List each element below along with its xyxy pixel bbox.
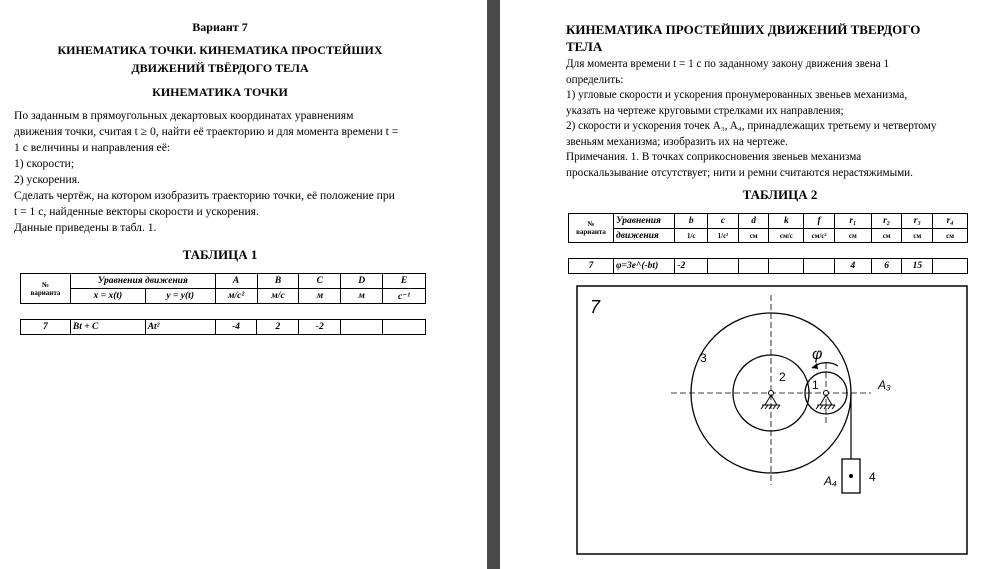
main-heading-line-1: КИНЕМАТИКА ТОЧКИ. КИНЕМАТИКА ПРОСТЕЙШИХ — [57, 43, 383, 57]
task-line: звеньям механизма; изобразить их на чертеже. — [566, 135, 788, 148]
left-page — [0, 0, 487, 569]
table-cell: Bt + C — [70, 320, 145, 335]
col-unit: см — [834, 229, 871, 243]
table-cell: 6 — [871, 259, 902, 274]
col-header: d — [738, 214, 769, 229]
table-cell — [933, 259, 968, 274]
main-heading-line-2: ДВИЖЕНИЙ ТВЁРДОГО ТЕЛА — [131, 61, 309, 75]
x-header: x = x(t) — [70, 289, 145, 304]
table2-header — [568, 213, 968, 243]
table-cell: -4 — [215, 320, 257, 335]
page-gutter — [487, 0, 500, 569]
task-line: указать на чертеже круговыми стрелками их направления; — [566, 104, 844, 117]
col-header: A — [215, 274, 257, 289]
equations-header: Уравнения движения — [70, 274, 215, 289]
point-a4 — [849, 474, 853, 478]
task-line: 1) угловые скорости и ускорения пронумерованных звеньев механизма, — [566, 89, 908, 101]
task-line: По заданным в прямоугольных декартовых координатах уравнениям — [14, 109, 354, 122]
table2-row — [568, 258, 968, 274]
col-header: c — [708, 214, 739, 229]
table-cell: 7 — [569, 259, 614, 274]
task-line: Примечания. 1. В точках соприкосновения звеньев механизма — [566, 151, 862, 163]
phi-arrowhead — [812, 363, 818, 369]
right-heading-line-2: ТЕЛА — [566, 39, 603, 54]
col-unit: 1/c² — [708, 229, 739, 243]
equations-header: движения — [614, 229, 675, 243]
col-header: r₁ — [834, 214, 871, 229]
right-page — [500, 0, 1000, 569]
task-line: 2) скорости и ускорения точек A₃, A₄, принадлежащих третьему и четвертому — [566, 120, 937, 132]
label-wheel-3: 3 — [700, 351, 707, 365]
table-cell: 7 — [21, 320, 71, 335]
table-cell: φ=3e^(-bt) — [614, 259, 675, 274]
right-heading-line-1: КИНЕМАТИКА ПРОСТЕЙШИХ ДВИЖЕНИЙ ТВЕРДОГО — [566, 22, 921, 37]
label-a3: A₃ — [878, 378, 891, 392]
col-unit: м — [341, 289, 383, 304]
mechanism-figure — [576, 285, 968, 555]
label-wheel-2: 2 — [779, 370, 786, 384]
col-header: r₄ — [933, 214, 968, 229]
col-unit: м/с — [257, 289, 299, 304]
label-load-4: 4 — [869, 470, 876, 484]
task-paragraph — [14, 108, 398, 236]
right-task-paragraph — [566, 57, 936, 181]
col-unit: см/с² — [804, 229, 835, 243]
task-line: t = 1 с, найденные векторы скорости и ускорения. — [14, 205, 259, 218]
table-cell: 4 — [834, 259, 871, 274]
table1-header — [20, 273, 426, 304]
task-line: 2) ускорения. — [14, 173, 80, 186]
col-unit: м/с² — [215, 289, 257, 304]
col-header: C — [299, 274, 341, 289]
task-line: проскальзывание отсутствует; нити и ремни считаются нерастяжимыми. — [566, 166, 913, 179]
table-cell — [341, 320, 383, 335]
table1-row — [20, 319, 426, 335]
col-unit: см — [902, 229, 933, 243]
task-line: движения точки, считая t ≥ 0, найти её траекторию и для момента времени t = — [14, 125, 399, 138]
table-cell — [383, 320, 426, 335]
col-header: D — [341, 274, 383, 289]
variant-title: Вариант 7 — [192, 20, 248, 34]
col-unit: см — [738, 229, 769, 243]
col-unit: см — [871, 229, 902, 243]
equations-header: Уравнения — [614, 214, 675, 229]
task-line: определить: — [566, 73, 624, 86]
figure-frame — [577, 286, 967, 554]
label-wheel-1: 1 — [812, 378, 819, 392]
col-header: B — [257, 274, 299, 289]
y-header: y = y(t) — [145, 289, 215, 304]
table1-title: ТАБЛИЦА 1 — [182, 247, 258, 262]
table-cell: At² — [145, 320, 215, 335]
col-header: r₂ — [871, 214, 902, 229]
col-header: k — [769, 214, 804, 229]
table2-title: ТАБЛИЦА 2 — [742, 187, 818, 202]
col-header: b — [675, 214, 708, 229]
variant-header: № варианта — [569, 214, 614, 243]
table-cell — [804, 259, 835, 274]
table-cell: 15 — [902, 259, 933, 274]
col-header: r₃ — [902, 214, 933, 229]
table-cell: -2 — [299, 320, 341, 335]
task-line: Для момента времени t = 1 с по заданному закону движения звена 1 — [566, 58, 890, 70]
col-unit: см/с — [769, 229, 804, 243]
col-unit: м — [299, 289, 341, 304]
table-cell — [708, 259, 739, 274]
table-cell: -2 — [675, 259, 708, 274]
label-a4: A₄ — [824, 474, 837, 488]
task-line: 1) скорости; — [14, 157, 75, 170]
col-header: f — [804, 214, 835, 229]
col-header: E — [383, 274, 426, 289]
label-phi: φ — [812, 346, 823, 363]
figure-variant-label: 7 — [590, 297, 601, 317]
task-line: 1 с величины и направления её: — [14, 141, 171, 154]
col-unit: 1/c — [675, 229, 708, 243]
section-heading: КИНЕМАТИКА ТОЧКИ — [152, 85, 288, 99]
variant-header: № варианта — [21, 274, 71, 304]
col-unit: см — [933, 229, 968, 243]
col-unit: с⁻¹ — [383, 289, 426, 304]
table-cell — [738, 259, 769, 274]
table-cell: 2 — [257, 320, 299, 335]
task-line: Сделать чертёж, на котором изобразить траекторию точки, её положение при — [14, 189, 395, 202]
task-line: Данные приведены в табл. 1. — [14, 221, 157, 234]
table-cell — [769, 259, 804, 274]
